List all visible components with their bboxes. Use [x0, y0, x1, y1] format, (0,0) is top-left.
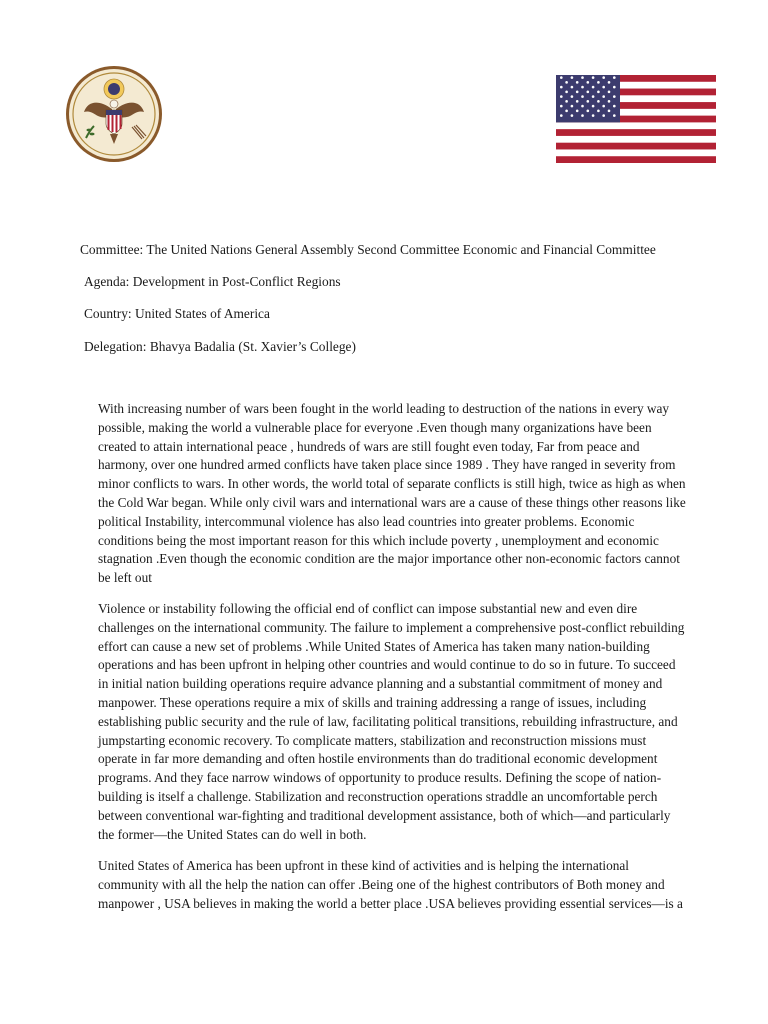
flag-star-icon — [608, 91, 611, 94]
flag-star-icon — [576, 110, 579, 113]
flag-star-icon — [560, 95, 563, 98]
flag-star-icon — [613, 76, 616, 79]
flag-star-icon — [565, 100, 568, 103]
committee-line: Committee: The United Nations General Assembly Second Committee Economic and Financial Committee — [80, 242, 656, 257]
flag-star-icon — [613, 86, 616, 89]
flag-star-icon — [560, 105, 563, 108]
flag-star-icon — [587, 100, 590, 103]
country-line: Country: United States of America — [84, 306, 270, 321]
flag-star-icon — [576, 91, 579, 94]
flag-star-icon — [592, 114, 595, 117]
flag-star-icon — [571, 114, 574, 117]
flag-star-icon — [602, 86, 605, 89]
flag-star-icon — [581, 105, 584, 108]
flag-star-icon — [602, 114, 605, 117]
flag-star-icon — [597, 110, 600, 113]
flag-star-icon — [587, 81, 590, 84]
flag-star-icon — [581, 86, 584, 89]
body-paragraph-3: United States of America has been upfront in these kind of activities and is helping the international community with all the help the nation can offer .Being one of the highest contributors of Both money and manpower , USA believes in making the world a better place .USA believes providing essential services—is a — [98, 858, 683, 911]
flag-star-icon — [581, 114, 584, 117]
great-seal-icon — [64, 64, 164, 164]
flag-star-icon — [565, 91, 568, 94]
flag-star-icon — [565, 81, 568, 84]
flag-star-icon — [592, 95, 595, 98]
flag-star-icon — [608, 81, 611, 84]
flag-star-icon — [597, 81, 600, 84]
flag-star-icon — [597, 100, 600, 103]
flag-star-icon — [592, 105, 595, 108]
flag-star-icon — [576, 100, 579, 103]
flag-star-icon — [587, 91, 590, 94]
flag-star-icon — [576, 81, 579, 84]
flag-star-icon — [592, 86, 595, 89]
flag-star-icon — [587, 110, 590, 113]
flag-star-icon — [602, 76, 605, 79]
flag-star-icon — [560, 86, 563, 89]
delegation-line: Delegation: Bhavya Badalia (St. Xavier’s College) — [84, 339, 356, 354]
flag-star-icon — [560, 76, 563, 79]
flag-star-icon — [602, 95, 605, 98]
flag-star-icon — [602, 105, 605, 108]
body-paragraph-2: Violence or instability following the official end of conflict can impose substantial new and even dire challenges on the international community. The failure to implement a comprehensive post-conflict rebuilding effort can cause a new set of problems .While United States of America has taken many nation-building operations and has been upfront in helping other countries and would continue to do so in future. To succeed in initial nation building operations require advance planning and a substantial commitment of money and manpower. These operations require a mix of skills and training addressing a range of issues, including establishing public security and the rule of law, facilitating political transitions, rebuilding infrastructure, and jumpstarting economic recovery. To complicate matters, stabilization and reconstruction missions must operate in far more demanding and often hostile environments than do traditional economic development programs. And they face narrow windows of opportunity to produce results. Defining the scope of nation- building is itself a challenge. Stabilization and reconstruction operations straddle an uncomfortable perch between conventional war-fighting and traditional development assistance, both of which—and particularly the former—the United States can do well in both. — [98, 601, 685, 842]
flag-star-icon — [581, 95, 584, 98]
flag-star-icon — [613, 95, 616, 98]
flag-star-icon — [613, 105, 616, 108]
flag-star-icon — [571, 95, 574, 98]
flag-star-icon — [560, 114, 563, 117]
flag-star-icon — [565, 110, 568, 113]
flag-star-icon — [581, 76, 584, 79]
flag-star-icon — [571, 105, 574, 108]
flag-star-icon — [597, 91, 600, 94]
united-states-flag-icon — [556, 75, 716, 163]
body-paragraph-1: With increasing number of wars been fought in the world leading to destruction of the nations in every way possible, making the world a vulnerable place for everyone .Even though many organizations have been created to attain international peace , hundreds of wars are still fought even today, Far from peace and harmony, over one hundred armed conflicts have taken place since 1989 . They have ranged in severity from minor conflicts to wars. In other words, the world total of separate conflicts is still high, twice as high as when the Cold War began. While only civil wars and international wars are a cause of these things other reasons like political Instability, intercommunal violence has also lead countries into greater problems. Economic conditions being the most important reason for this which include poverty , unemployment and economic stagnation .Even though the economic condition are the major importance other non-economic factors cannot be left out — [98, 401, 686, 586]
flag-star-icon — [592, 76, 595, 79]
flag-star-icon — [608, 100, 611, 103]
flag-star-icon — [608, 110, 611, 113]
flag-star-icon — [571, 76, 574, 79]
flag-star-icon — [571, 86, 574, 89]
agenda-line: Agenda: Development in Post-Conflict Regions — [84, 274, 341, 289]
flag-star-icon — [613, 114, 616, 117]
